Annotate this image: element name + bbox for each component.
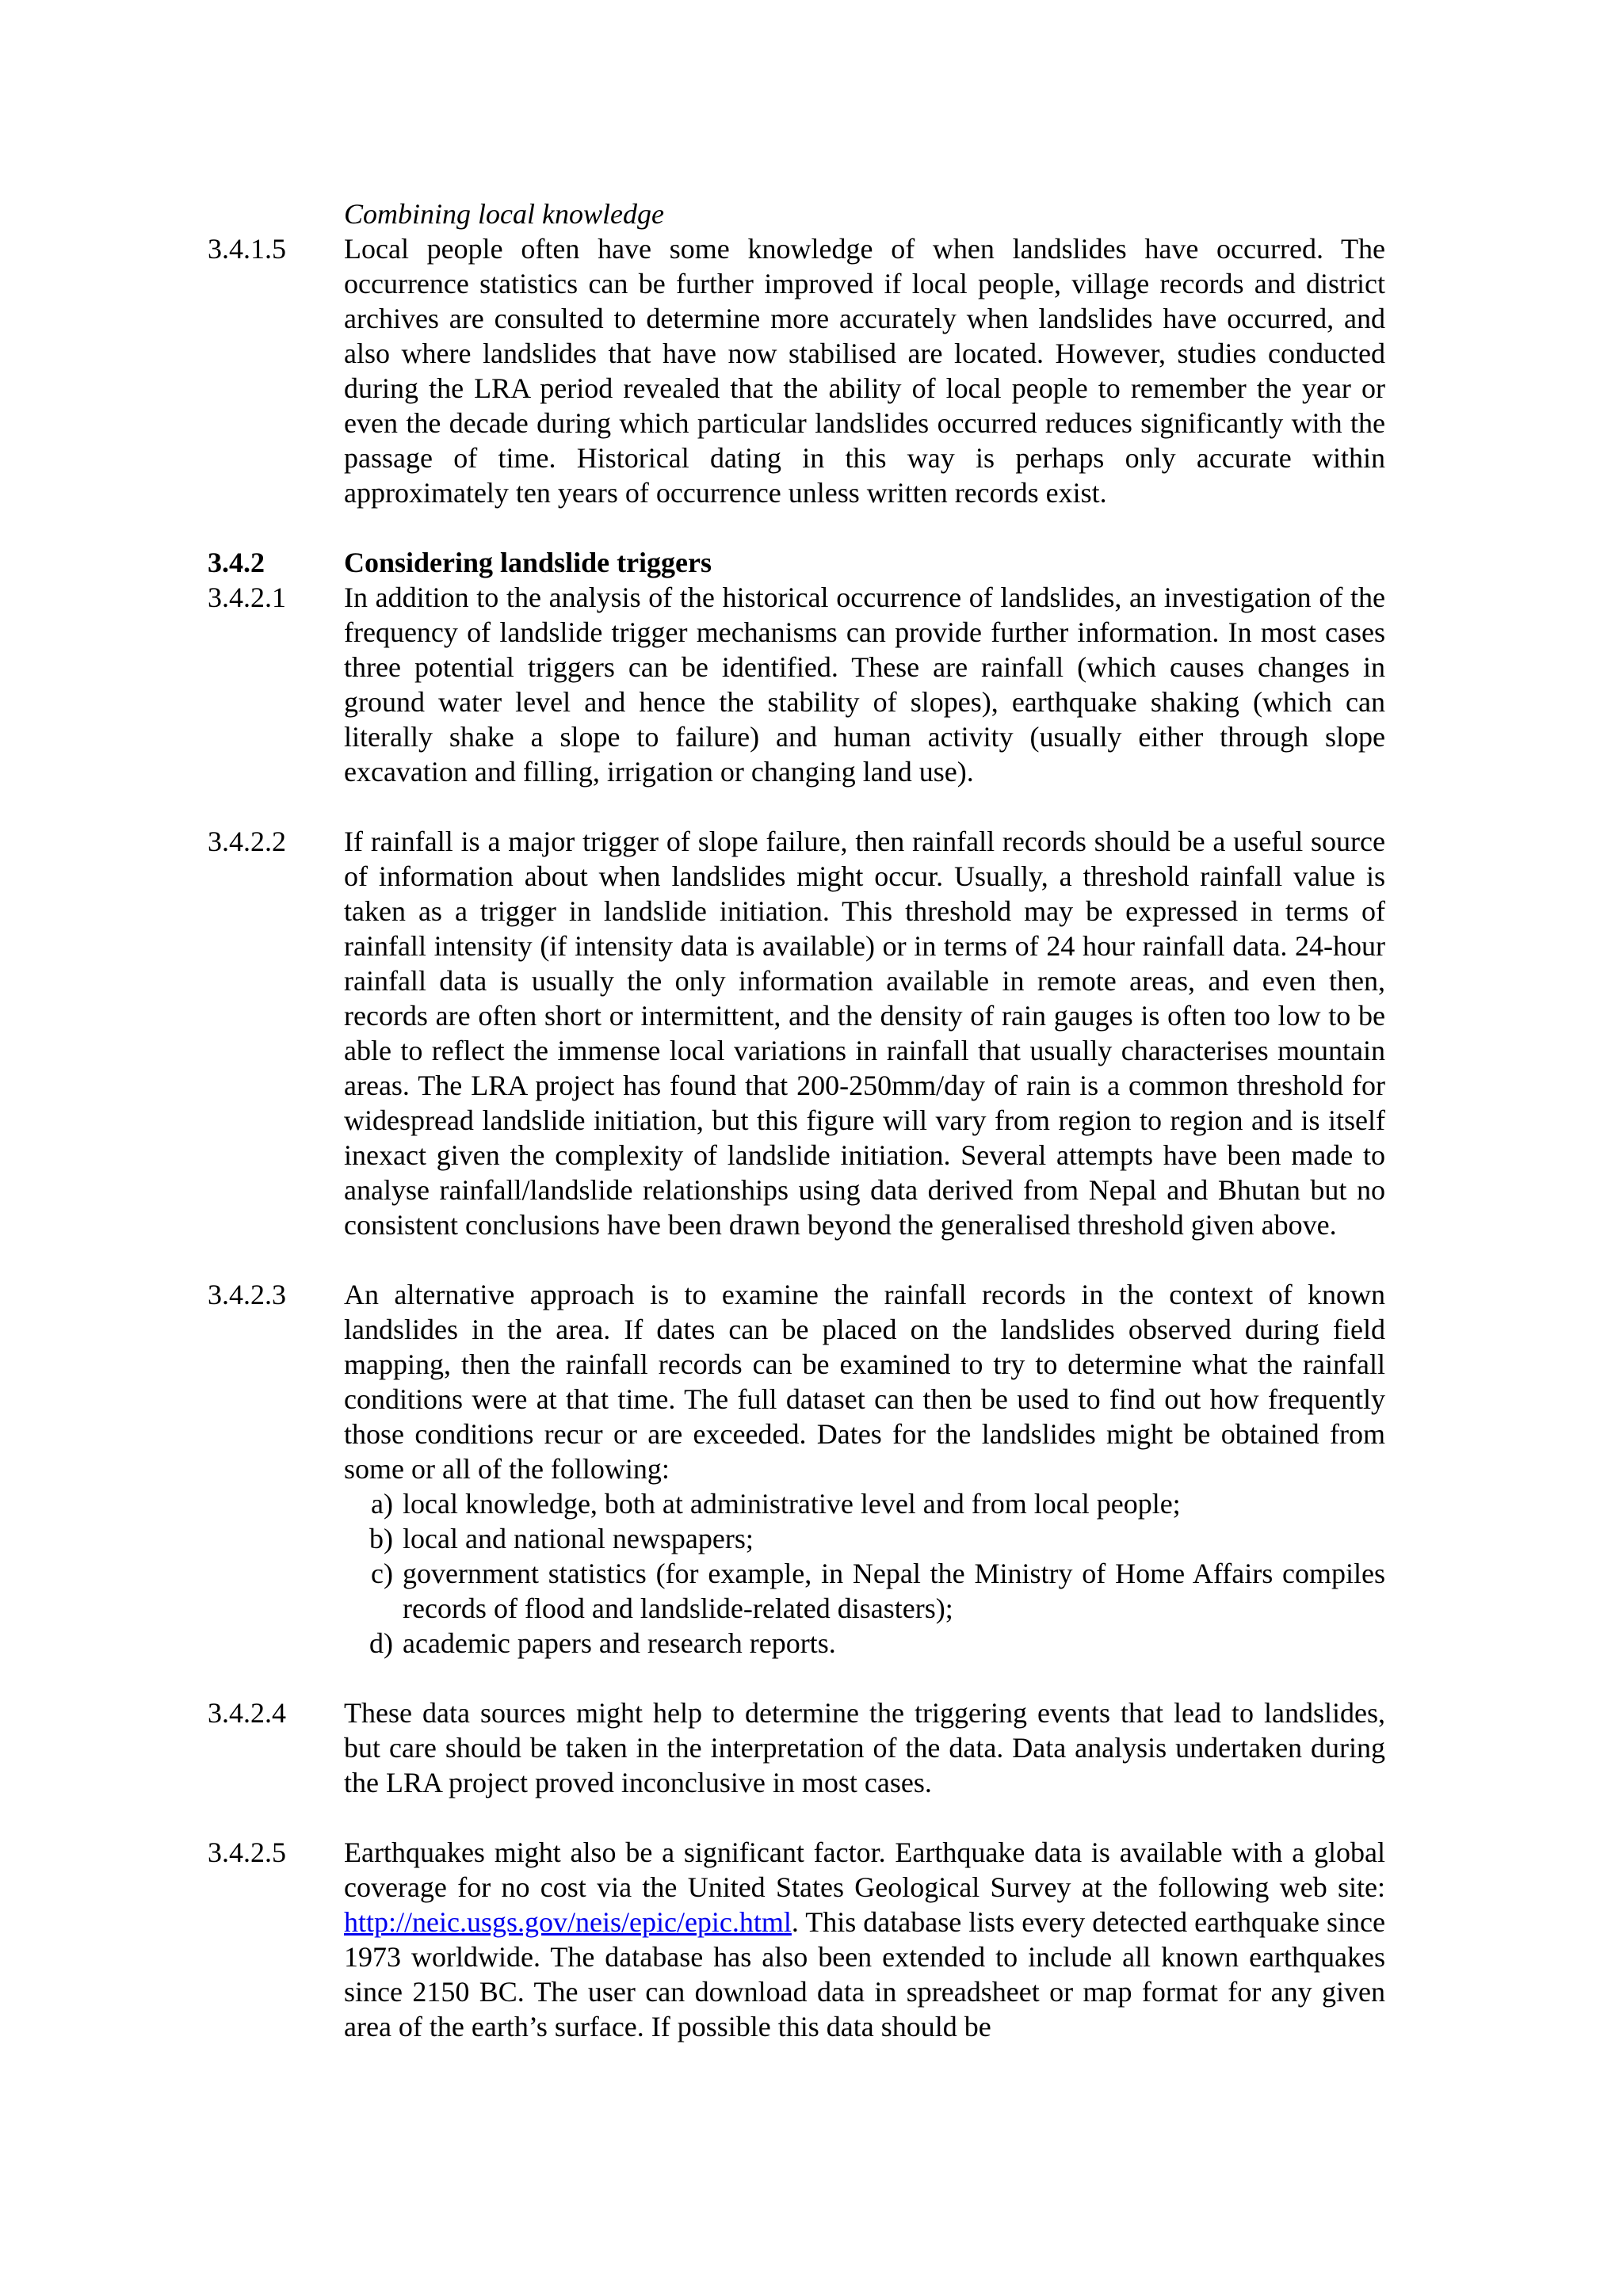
paragraph-3-4-2-2 (208, 824, 1385, 1242)
spacer (208, 789, 1385, 824)
spacer (208, 510, 1385, 545)
spacer (208, 1661, 1385, 1695)
section-heading-3-4-2 (208, 545, 1385, 580)
list-item-text: academic papers and research reports. (403, 1627, 836, 1659)
list-marker: c) (371, 1558, 393, 1589)
paragraph-3-4-2-3 (208, 1277, 1385, 1661)
section-number: 3.4.2 (208, 547, 265, 578)
paragraph-number: 3.4.2.3 (208, 1279, 286, 1310)
list-item-text: local knowledge, both at administrative level and from local people; (403, 1488, 1181, 1520)
paragraph-3-4-1-5 (208, 231, 1385, 510)
section-title: Considering landslide triggers (344, 547, 712, 578)
paragraph-text: These data sources might help to determine the triggering events that lead to landslides, but care should be taken in the interpretation of the data. Data analysis undertaken during the LRA project proved inconclusive in most cases. (344, 1697, 1385, 1798)
list-marker: b) (369, 1523, 393, 1554)
paragraph-number: 3.4.1.5 (208, 233, 286, 265)
list-marker: a) (371, 1488, 393, 1520)
paragraph-text: In addition to the analysis of the historical occurrence of landslides, an investigation of the frequency of landslide trigger mechanisms can provide further information. In most cases three potential triggers can be identified. These are rainfall (which causes changes in ground water level and hence the stability of slopes), earthquake shaking (which can literally shake a slope to failure) and human activity (usually either through slope excavation and filling, irrigation or changing land use). (344, 582, 1385, 788)
paragraph-text: Local people often have some knowledge of when landslides have occurred. The occurrence statistics can be further improved if local people, village records and district archives are consulted to determine more accurately when landslides have occurred, and also where landslides that have now stabilised are located. However, studies conducted during the LRA period revealed that the ability of local people to remember the year or even the decade during which particular landslides occurred reduces significantly with the passage of time. Historical dating in this way is perhaps only accurate within approximately ten years of occurrence unless written records exist. (344, 233, 1385, 509)
list-item-text: local and national newspapers; (403, 1523, 754, 1554)
paragraph-text-after-link: . This database lists every detected earthquake since 1973 worldwide. The database has also been extended to include all known earthquakes since 2150 BC. The user can download data in spreadsheet or map format for any given area of the earth’s surface. If possible this data should be (344, 1906, 1385, 2042)
list-marker: d) (369, 1627, 393, 1659)
list-item-text: government statistics (for example, in Nepal the Ministry of Home Affairs compiles records of flood and landslide-related disasters); (403, 1558, 1385, 1624)
paragraph-number: 3.4.2.2 (208, 826, 286, 857)
subheading-row (208, 196, 1385, 231)
list-item (344, 1626, 1385, 1661)
paragraph-3-4-2-5 (208, 1835, 1385, 2044)
spacer (208, 1800, 1385, 1835)
paragraph-3-4-2-4 (208, 1695, 1385, 1800)
paragraph-text: An alternative approach is to examine the rainfall records in the context of known landslides in the area. If dates can be placed on the landslides observed during field mapping, then the rainfall records can be examined to try to determine what the rainfall conditions were at that time. The full dataset can then be used to find out how frequently those conditions recur or are exceeded. Dates for the landslides might be obtained from some or all of the following: (344, 1279, 1385, 1485)
document-content (208, 196, 1385, 2044)
list-item (344, 1556, 1385, 1626)
paragraph-text: If rainfall is a major trigger of slope failure, then rainfall records should be a useful source of information about when landslides might occur. Usually, a threshold rainfall value is taken as a trigger in landslide initiation. This threshold may be expressed in terms of rainfall intensity (if intensity data is available) or in terms of 24 hour rainfall data. 24-hour rainfall data is usually the only information available in remote areas, and even then, records are often short or intermittent, and the density of rain gauges is often too low to be able to reflect the immense local variations in rainfall that usually characterises mountain areas. The LRA project has found that 200-250mm/day of rain is a common threshold for widespread landslide initiation, but this figure will vary from region to region and is itself inexact given the complexity of landslide initiation. Several attempts have been made to analyse rainfall/landslide relationships using data derived from Nepal and Bhutan but no consistent conclusions have been drawn beyond the generalised threshold given above. (344, 826, 1385, 1241)
paragraph-number: 3.4.2.4 (208, 1697, 286, 1729)
usgs-epic-link[interactable]: http://neic.usgs.gov/neis/epic/epic.html (344, 1906, 792, 1938)
paragraph-number: 3.4.2.5 (208, 1836, 286, 1868)
subheading: Combining local knowledge (344, 198, 664, 230)
list-item (344, 1486, 1385, 1521)
paragraph-3-4-2-1 (208, 580, 1385, 789)
paragraph-text-before-link: Earthquakes might also be a significant factor. Earthquake data is available with a global coverage for no cost via the United States Geological Survey at the following web site: (344, 1836, 1385, 1903)
paragraph-text (344, 1835, 1385, 2044)
list-item (344, 1521, 1385, 1556)
paragraph-number: 3.4.2.1 (208, 582, 286, 613)
paragraph-body (344, 1277, 1385, 1661)
date-sources-list (344, 1486, 1385, 1661)
spacer (208, 1242, 1385, 1277)
